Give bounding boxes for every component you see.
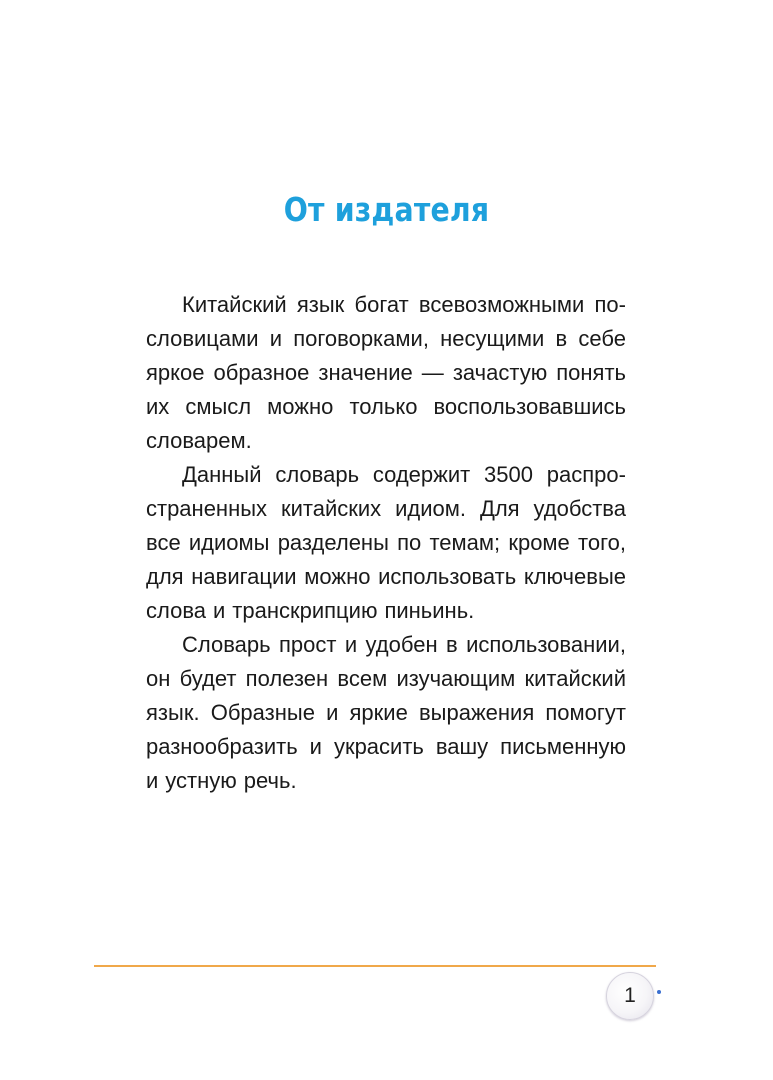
text-line	[146, 628, 626, 662]
text-line	[146, 288, 626, 322]
word: в	[555, 326, 568, 351]
word: и	[309, 734, 322, 759]
word: китайский	[524, 666, 626, 691]
word: словарь	[275, 462, 360, 487]
word: и	[326, 700, 339, 725]
word: темам;	[429, 530, 501, 555]
word: содержит	[372, 462, 471, 487]
word: удобен	[365, 632, 438, 657]
word: Данный	[182, 462, 262, 487]
word: страненных	[146, 496, 268, 521]
word: письменную	[500, 734, 626, 759]
word: использовать	[378, 564, 517, 589]
word: поговорками,	[293, 326, 429, 351]
word: выражения	[418, 700, 535, 725]
word: устную	[165, 768, 237, 793]
text-line	[146, 594, 626, 628]
word: и	[146, 768, 159, 793]
body-text	[146, 288, 626, 798]
word: распро-	[546, 462, 626, 487]
text-line	[146, 492, 626, 526]
paragraph	[146, 628, 626, 798]
paragraph	[146, 288, 626, 458]
word: Словарь	[182, 632, 271, 657]
word: словицами	[146, 326, 259, 351]
word: в	[446, 632, 458, 657]
text-line	[146, 662, 626, 696]
word: вашу	[435, 734, 489, 759]
page-title: От издателя	[283, 190, 490, 229]
word: полезен	[245, 666, 329, 691]
page-number-badge: 1	[606, 972, 654, 1020]
text-line	[146, 424, 626, 458]
text-line	[146, 730, 626, 764]
word: удобства	[533, 496, 626, 521]
word: все	[146, 530, 181, 555]
word: несущими	[440, 326, 545, 351]
word: зачастую	[452, 360, 548, 385]
text-line	[146, 526, 626, 560]
word: язык	[296, 292, 345, 317]
text-line	[146, 356, 626, 390]
text-line	[146, 458, 626, 492]
word: Китайский	[182, 292, 287, 317]
word: навигации	[191, 564, 297, 589]
word: себе	[578, 326, 626, 351]
word: разделены	[277, 530, 389, 555]
word: разнообразить	[146, 734, 298, 759]
word: образное	[213, 360, 310, 385]
word: по	[397, 530, 422, 555]
word: понять	[556, 360, 626, 385]
word: прост	[278, 632, 337, 657]
word: для	[146, 564, 184, 589]
word: и	[213, 598, 226, 623]
word: Для	[479, 496, 520, 521]
word: их	[146, 394, 170, 419]
word: идиомы	[188, 530, 270, 555]
badge-dot-decoration	[657, 990, 661, 994]
word: богат	[354, 292, 409, 317]
word: слова	[146, 598, 206, 623]
paragraph	[146, 458, 626, 628]
word: язык.	[146, 700, 200, 725]
text-line	[146, 390, 626, 424]
word: по-	[594, 292, 626, 317]
word: можно	[304, 564, 371, 589]
word: помогут	[545, 700, 626, 725]
word: Образные	[210, 700, 315, 725]
word: пиньинь.	[384, 598, 475, 623]
word: воспользовавшись	[433, 394, 626, 419]
footer-rule	[94, 965, 656, 967]
word: смысл	[185, 394, 252, 419]
text-line	[146, 322, 626, 356]
word: использовании,	[466, 632, 626, 657]
word: ключевые	[523, 564, 626, 589]
word: только	[349, 394, 418, 419]
word: украсить	[333, 734, 424, 759]
text-line	[146, 696, 626, 730]
word: всевозможными	[418, 292, 585, 317]
word: 3500	[484, 462, 533, 487]
word: того,	[578, 530, 626, 555]
word: яркие	[349, 700, 408, 725]
word: словарем.	[146, 428, 252, 453]
text-line	[146, 764, 626, 798]
word: он	[146, 666, 171, 691]
word: изучающим	[396, 666, 516, 691]
word: значение	[318, 360, 413, 385]
word: транскрипцию	[232, 598, 378, 623]
word: всем	[337, 666, 388, 691]
word: идиом.	[395, 496, 466, 521]
word: можно	[267, 394, 334, 419]
word: будет	[179, 666, 237, 691]
word: —	[421, 360, 444, 385]
text-line	[146, 560, 626, 594]
word: речь.	[243, 768, 297, 793]
word: яркое	[146, 360, 205, 385]
word: китайских	[280, 496, 382, 521]
word: и	[269, 326, 283, 351]
word: кроме	[508, 530, 570, 555]
word: и	[344, 632, 358, 657]
